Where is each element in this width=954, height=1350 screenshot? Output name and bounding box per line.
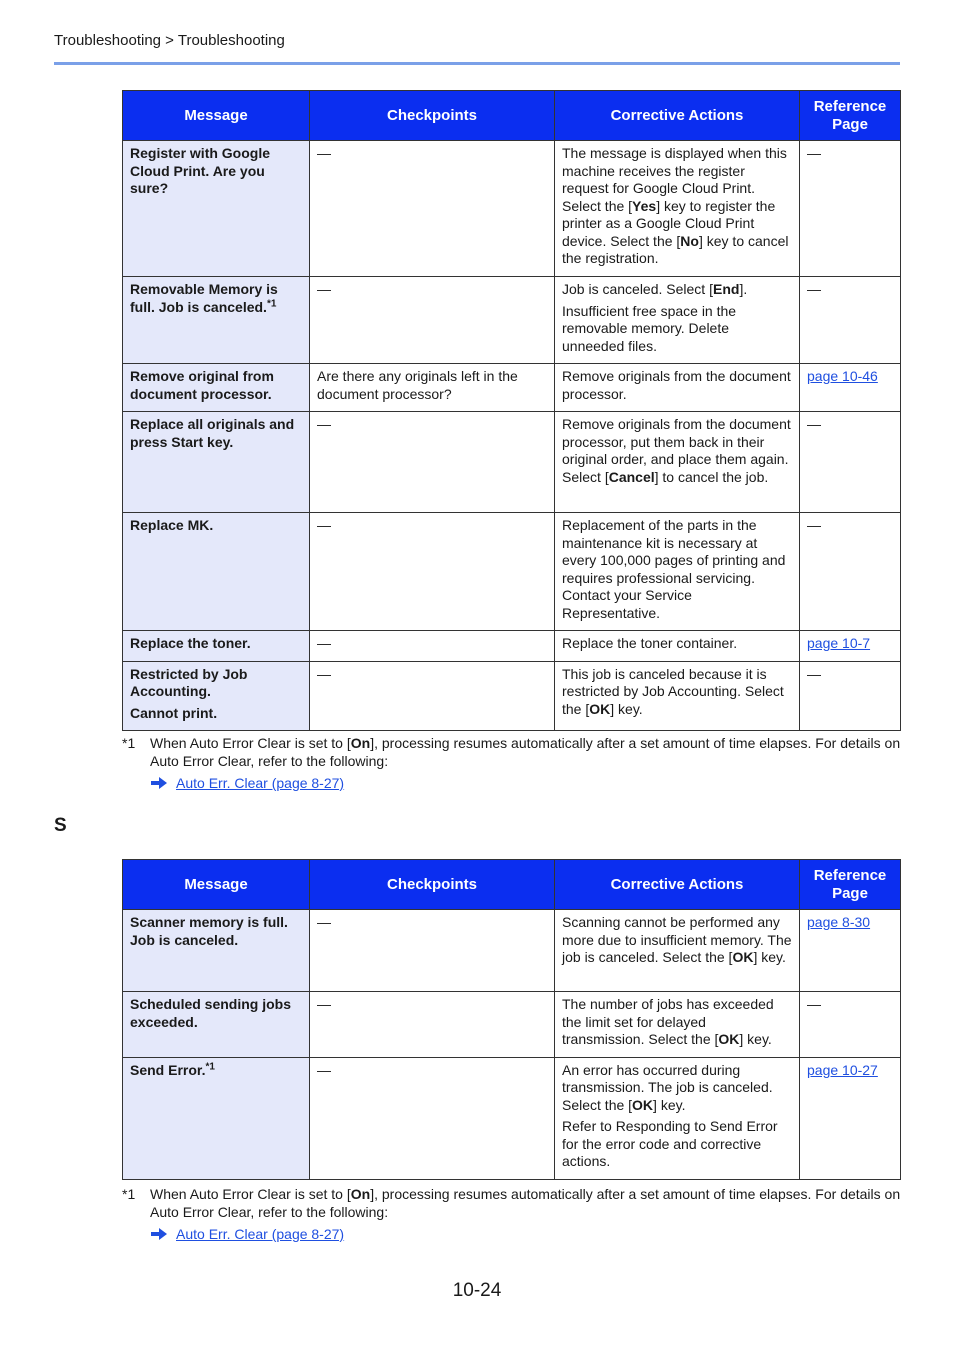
reference-cell: [800, 910, 901, 992]
actions-text: Refer to Responding to Send Error for the error code and corrective actions.: [562, 1118, 778, 1169]
message-cell: Scanner memory is full. Job is canceled.: [123, 910, 310, 992]
checkpoint-cell: Are there any originals left in the document processor?: [310, 364, 555, 412]
table-row: [123, 631, 901, 662]
auto-err-clear-link[interactable]: Auto Err. Clear (page 8-27): [176, 1226, 345, 1242]
footnote-2: [122, 1185, 902, 1243]
actions-text: Job is canceled. Select [End].: [562, 281, 748, 297]
reference-link[interactable]: page 10-27: [807, 1061, 878, 1078]
arrow-right-icon: [150, 776, 168, 790]
reference-cell: —: [800, 513, 901, 631]
header-checkpoints: Checkpoints: [310, 91, 555, 141]
header-reference-page: Reference Page: [800, 91, 901, 141]
actions-text: An error has occurred during transmission. The job is canceled. Select the [OK] key.: [562, 1061, 773, 1113]
actions-text: Insufficient free space in the removable memory. Delete unneeded files.: [562, 302, 737, 354]
checkpoint-cell: —: [310, 910, 555, 992]
actions-cell: [555, 1057, 800, 1179]
reference-cell: [800, 631, 901, 662]
checkpoint-cell: —: [310, 513, 555, 631]
checkpoint-cell: —: [310, 1057, 555, 1179]
actions-cell: [555, 364, 800, 412]
footnote-text: When Auto Error Clear is set to [On], processing resumes automatically after a set amount of time elapses. For details on Auto Error Clear, refer to the following:: [150, 735, 901, 769]
table-row: [123, 141, 901, 277]
reference-cell: —: [800, 141, 901, 277]
actions-text: Remove originals from the document processor, put them back in their original order, and place them again. Select [Cancel] to cancel the job.: [562, 416, 791, 485]
troubleshooting-table-1: [122, 90, 901, 731]
message-cell: Send Error.$^{*1}$: [123, 1057, 310, 1179]
actions-cell: [555, 992, 800, 1058]
table-row: [123, 661, 901, 731]
table-row: [123, 277, 901, 364]
checkpoint-cell: —: [310, 661, 555, 731]
actions-cell: [555, 141, 800, 277]
footnote-reference: [150, 1225, 902, 1243]
auto-err-clear-link[interactable]: Auto Err. Clear (page 8-27): [176, 775, 345, 791]
message-cell: Replace all originals and press Start key.: [123, 412, 310, 513]
checkpoint-cell: —: [310, 412, 555, 513]
header-corrective-actions: Corrective Actions: [555, 860, 800, 910]
actions-text: Replace the toner container.: [562, 635, 738, 651]
footnote-reference: [150, 774, 902, 792]
reference-link[interactable]: page 10-7: [807, 635, 871, 651]
table-row: [123, 412, 901, 513]
actions-cell: [555, 277, 800, 364]
footnote-1: [122, 734, 902, 792]
actions-text: This job is canceled because it is restricted by Job Accounting. Select the [OK] key.: [562, 665, 784, 717]
checkpoint-cell: —: [310, 141, 555, 277]
table-row: [123, 513, 901, 631]
reference-cell: [800, 1057, 901, 1179]
checkpoint-cell: —: [310, 631, 555, 662]
table-row: [123, 364, 901, 412]
reference-cell: —: [800, 661, 901, 731]
actions-text: Replacement of the parts in the maintenance kit is necessary at every 100,000 pages of printing and requires professional servicing. Contact your Service Representative.: [562, 517, 786, 621]
footnote-marker: *1: [205, 1060, 215, 1072]
table-row: [123, 1057, 901, 1179]
actions-text: Remove originals from the document processor.: [562, 368, 791, 402]
footnote-text: When Auto Error Clear is set to [On], processing resumes automatically after a set amount of time elapses. For details on Auto Error Clear, refer to the following:: [150, 1186, 901, 1220]
actions-text: Scanning cannot be performed any more due to insufficient memory. The job is canceled. Select the [OK] key.: [562, 914, 792, 965]
reference-cell: —: [800, 412, 901, 513]
checkpoint-cell: —: [310, 992, 555, 1058]
message-cell: Scheduled sending jobs exceeded.: [123, 992, 310, 1058]
actions-cell: [555, 910, 800, 992]
header-checkpoints: Checkpoints: [310, 860, 555, 910]
message-cell: Register with Google Cloud Print. Are you sure?: [123, 141, 310, 277]
actions-text: The number of jobs has exceeded the limit set for delayed transmission. Select the [OK] key.: [562, 996, 774, 1047]
reference-link[interactable]: page 10-46: [807, 368, 878, 384]
actions-cell: [555, 631, 800, 662]
footnote-marker: *1: [122, 735, 136, 751]
reference-link[interactable]: page 8-30: [807, 914, 871, 930]
message-cell: Removable Memory is full. Job is canceled.$^{*1}$: [123, 277, 310, 364]
message-cell: Restricted by Job Accounting. Cannot print.: [123, 661, 310, 731]
arrow-right-icon: [150, 1227, 168, 1241]
table-row: [123, 910, 901, 992]
troubleshooting-table-2: [122, 859, 901, 1180]
table-header-row: [123, 860, 901, 910]
header-message: Message: [123, 860, 310, 910]
header-reference-page: Reference Page: [800, 860, 901, 910]
header-message: Message: [123, 91, 310, 141]
message-cell: Remove original from document processor.: [123, 364, 310, 412]
actions-cell: [555, 513, 800, 631]
actions-cell: [555, 412, 800, 513]
header-corrective-actions: Corrective Actions: [555, 91, 800, 141]
actions-cell: [555, 661, 800, 731]
header-rule: [54, 62, 900, 65]
page-number: 10-24: [452, 1280, 502, 1301]
section-letter: S: [54, 815, 67, 836]
message-cell: Replace MK.: [123, 513, 310, 631]
footnote-marker: *1: [122, 1186, 136, 1202]
reference-cell: —: [800, 277, 901, 364]
reference-cell: [800, 364, 901, 412]
table-header-row: [123, 91, 901, 141]
message-cell: Replace the toner.: [123, 631, 310, 662]
table-row: [123, 992, 901, 1058]
breadcrumb: Troubleshooting > Troubleshooting: [54, 32, 285, 49]
footnote-marker: *1: [266, 297, 277, 309]
checkpoint-cell: —: [310, 277, 555, 364]
actions-text: The message is displayed when this machine receives the register request for Google Cloud Print. Select the [Yes] key to register the printer as a Google Cloud Print device. Select the [No] key to cancel the registration.: [562, 145, 789, 266]
reference-cell: —: [800, 992, 901, 1058]
